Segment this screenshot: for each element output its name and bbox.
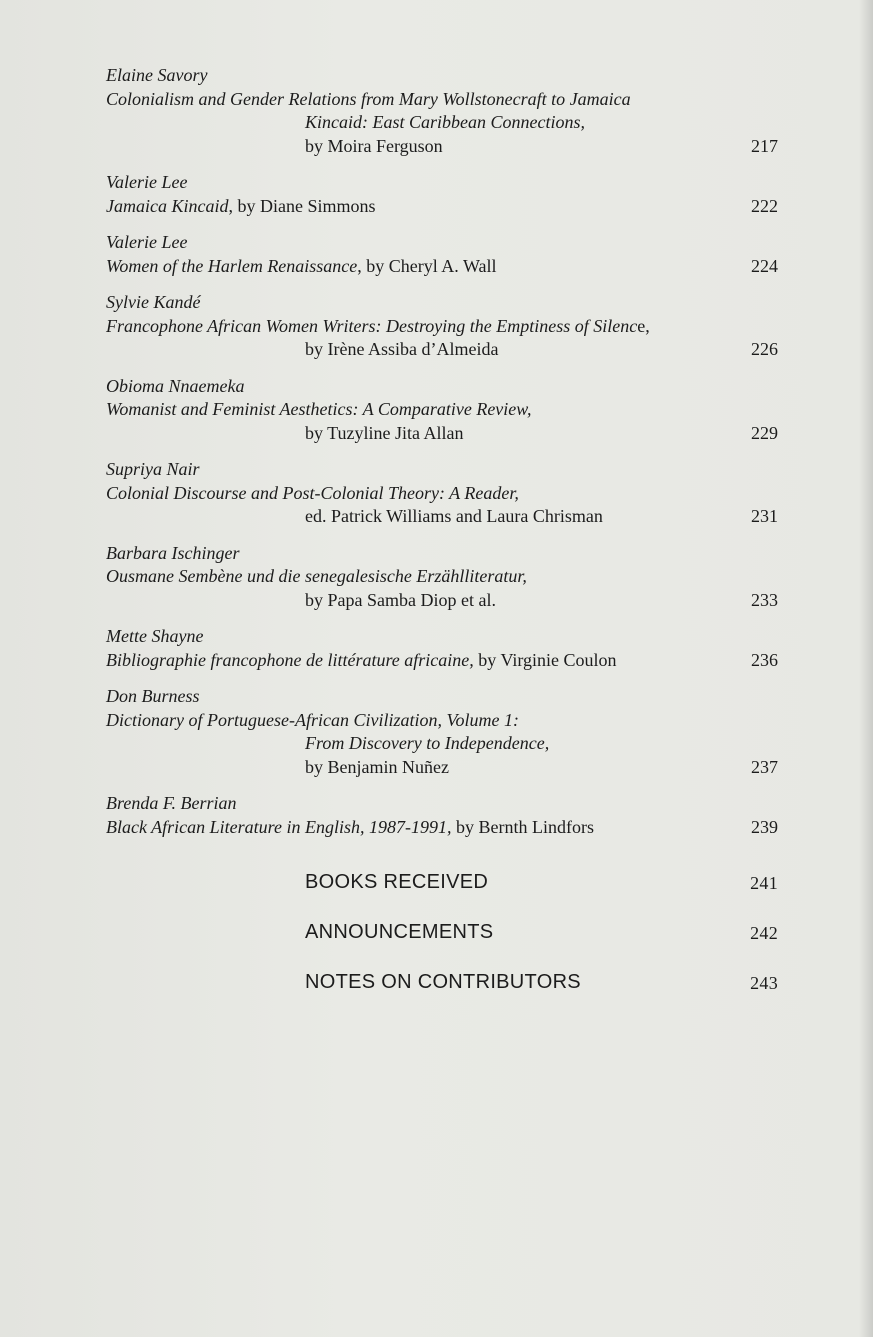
book-title: Women of the Harlem Renaissance <box>106 255 358 276</box>
byline: by Papa Samba Diop et al. <box>305 589 496 610</box>
byline-line <box>106 135 778 159</box>
toc-entry <box>106 231 778 278</box>
review-entries <box>106 64 778 839</box>
page-number: 231 <box>751 506 778 526</box>
reviewer-name: Obioma Nnaemeka <box>106 375 245 396</box>
byline-line <box>106 505 778 529</box>
reviewer-name: Barbara Ischinger <box>106 542 240 563</box>
toc-entry <box>106 542 778 613</box>
section-heading <box>106 871 778 921</box>
byline-line <box>106 422 778 446</box>
byline-line <box>106 589 778 613</box>
toc-entry <box>106 685 778 779</box>
toc-entry <box>106 458 778 529</box>
page-number: 229 <box>751 422 778 443</box>
byline: , by Diane Simmons <box>228 195 376 216</box>
page-number: 243 <box>750 973 778 993</box>
reviewer-name: Supriya Nair <box>106 459 200 479</box>
toc-entry <box>106 792 778 839</box>
title-line <box>106 649 778 673</box>
book-title: Francophone African Women Writers: Destroying the Emptiness of Silenc <box>106 315 638 336</box>
page-number: 217 <box>751 135 778 156</box>
book-title: Jamaica Kincaid <box>106 195 229 216</box>
page-edge-shadow <box>859 0 873 1337</box>
title-line <box>106 709 778 733</box>
byline: by Benjamin Nuñez <box>305 756 449 777</box>
title-line-indented <box>106 732 778 756</box>
title-line <box>106 88 778 112</box>
page-number: 242 <box>750 923 778 943</box>
page-number: 233 <box>751 589 778 610</box>
byline: , by Cheryl A. Wall <box>357 255 497 276</box>
book-title: Dictionary of Portuguese-African Civilization, Volume 1: <box>106 709 519 730</box>
title-line-indented <box>106 111 778 135</box>
book-title: From Discovery to Independence, <box>305 733 550 753</box>
page-number: 241 <box>750 873 778 893</box>
table-of-contents <box>106 64 778 1021</box>
reviewer-name: Elaine Savory <box>106 65 208 85</box>
book-title: Bibliographie francophone de littérature africaine, <box>106 649 474 670</box>
reviewer-name: Mette Shayne <box>106 626 204 646</box>
page-number: 224 <box>751 255 778 276</box>
toc-entry <box>106 625 778 672</box>
title-line <box>106 255 778 279</box>
byline: by Moira Ferguson <box>305 135 443 156</box>
title-line <box>106 816 778 840</box>
byline: by Virginie Coulon <box>473 649 617 670</box>
title-line <box>106 195 778 219</box>
section-heading <box>106 921 778 971</box>
book-title: Womanist and Feminist Aesthetics: A Comparative Review, <box>106 399 532 419</box>
book-title: Kincaid: East Caribbean Connections, <box>305 112 585 132</box>
page-number: 239 <box>751 816 778 837</box>
section-label: BOOKS RECEIVED <box>305 871 489 893</box>
reviewer-name: Valerie Lee <box>106 232 188 252</box>
byline-line <box>106 338 778 362</box>
toc-entry <box>106 291 778 362</box>
page-number: 236 <box>751 649 778 670</box>
page-number: 222 <box>751 195 778 216</box>
byline: by Bernth Lindfors <box>451 816 594 837</box>
toc-entry <box>106 171 778 218</box>
title-tail: e, <box>637 315 650 336</box>
page-number: 226 <box>751 339 778 359</box>
section-label: ANNOUNCEMENTS <box>305 921 494 943</box>
title-line <box>106 565 778 589</box>
byline: by Tuzyline Jita Allan <box>305 422 464 443</box>
byline-line <box>106 756 778 780</box>
book-title: Ousmane Sembène und die senegalesische Erzählliteratur, <box>106 566 527 586</box>
reviewer-name: Valerie Lee <box>106 172 188 192</box>
title-line <box>106 398 778 422</box>
page-number: 237 <box>751 756 778 777</box>
byline: ed. Patrick Williams and Laura Chrisman <box>305 506 603 526</box>
section-label: NOTES ON CONTRIBUTORS <box>305 971 581 993</box>
title-line <box>106 482 778 506</box>
toc-entry <box>106 64 778 158</box>
reviewer-name: Brenda F. Berrian <box>106 793 237 813</box>
section-heading <box>106 971 778 1021</box>
byline: by Irène Assiba d’Almeida <box>305 339 499 359</box>
title-line <box>106 315 778 339</box>
book-title: Colonial Discourse and Post-Colonial Theory: A Reader, <box>106 482 519 503</box>
reviewer-name: Sylvie Kandé <box>106 292 201 312</box>
book-title: Colonialism and Gender Relations from Mary Wollstonecraft to Jamaica <box>106 88 631 109</box>
toc-entry <box>106 375 778 446</box>
back-matter-sections <box>106 871 778 1021</box>
book-title: Black African Literature in English, 1987-1991, <box>106 816 452 837</box>
reviewer-name: Don Burness <box>106 686 200 706</box>
